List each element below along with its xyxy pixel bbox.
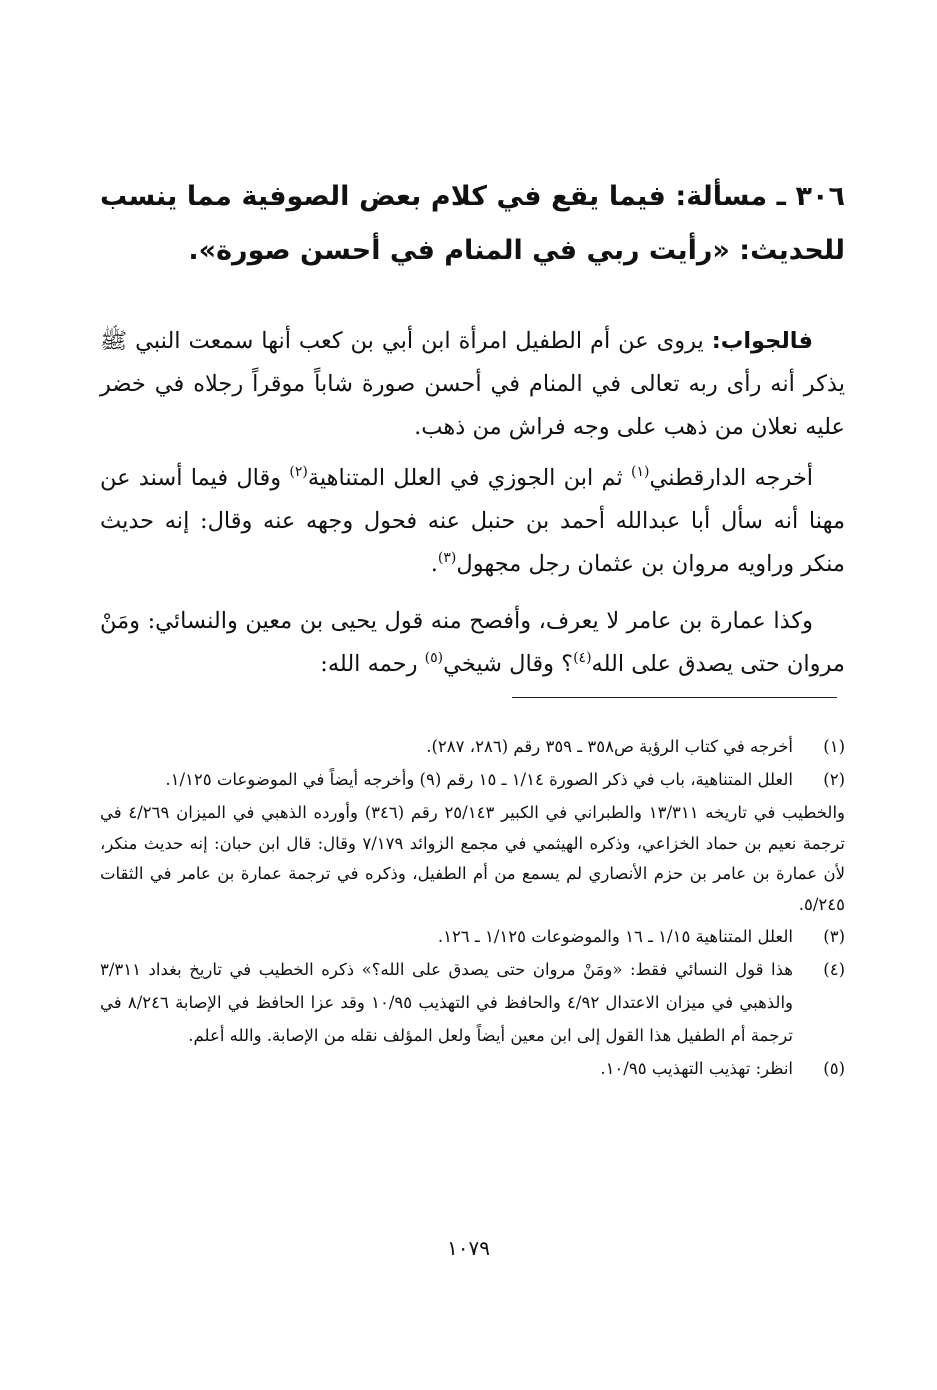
answer-text: يروى عن أم الطفيل امرأة ابن أبي بن كعب أنها سمعت النبي ﷺ يذكر أنه رأى ربه تعالى في المنام في أحسن صورة شاباً موقراً رجلاه في خضر عليه نعلان من ذهب على وجه فراش من ذهب. bbox=[100, 328, 845, 440]
footnote-separator bbox=[512, 697, 837, 698]
footnote-number: (١) bbox=[823, 737, 845, 756]
footnote-4 bbox=[100, 953, 845, 1052]
takhrij-text-1: أخرجه الدارقطني bbox=[649, 465, 813, 491]
main-text bbox=[100, 170, 845, 686]
footnote-number: (٥) bbox=[823, 1059, 845, 1078]
footnote-ref-4[interactable]: (٤) bbox=[573, 650, 592, 666]
takhrij-text-3: وقال فيما أسند عن مهنا أنه سأل أبا عبدالله أحمد بن حنبل عنه فحول وجهه عنه وقال: إنه حديث منكر وراويه مروان بن عثمان رجل مجهول bbox=[100, 465, 845, 577]
footnote-5 bbox=[100, 1052, 845, 1085]
takhrij-text-4: . bbox=[430, 551, 438, 577]
takhrij-text-2: ثم ابن الجوزي في العلل المتناهية bbox=[307, 465, 631, 491]
footnote-text: أخرجه في كتاب الرؤية ص٣٥٨ ـ ٣٥٩ رقم (٢٨٦، ٢٨٧). bbox=[426, 737, 793, 756]
footnote-text: العلل المتناهية، باب في ذكر الصورة ١/١٤ ـ ١٥ رقم (٩) وأخرجه أيضاً في الموضوعات ١/١٢٥. bbox=[165, 770, 793, 789]
footnote-continuation: والخطيب في تاريخه ١٣/٣١١ والطبراني في الكبير ٢٥/١٤٣ رقم (٣٤٦) وأورده الذهبي في الميزان ٤/٢٦٩ في ترجمة نعيم بن حماد الخزاعي، وذكره الهيثمي في مجمع الزوائد ٧/١٧٩ وقال: قال ابن حبان: إنه حديث منكر، لأن عمارة بن عامر بن حزم الأنصاري لم يسمع من أم الطفيل، وذكره في ترجمة عمارة بن عامر في الثقات ٥/٢٤٥. bbox=[100, 803, 846, 914]
footnote-text: انظر: تهذيب التهذيب ١٠/٩٥. bbox=[600, 1059, 793, 1078]
narrator-text-3: رحمه الله: bbox=[320, 651, 425, 677]
answer-lead-word: فالجواب: bbox=[711, 328, 813, 354]
footnote-text: العلل المتناهية ١/١٥ ـ ١٦ والموضوعات ١/١٢٥ ـ ١٢٦. bbox=[437, 927, 793, 946]
question-heading: ٣٠٦ ـ مسألة: فيما يقع في كلام بعض الصوفية مما ينسب للحديث: «رأيت ربي في المنام في أحسن صورة». bbox=[100, 181, 845, 266]
narrator-text-1: وكذا عمارة بن عامر لا يعرف، وأفصح منه قول يحيى بن معين والنسائي: ومَنْ مروان حتى يصدق على الله bbox=[100, 608, 845, 677]
footnote-3 bbox=[100, 920, 845, 953]
footnotes-list bbox=[100, 730, 845, 1085]
footnote-text: هذا قول النسائي فقط: «ومَنْ مروان حتى يصدق على الله؟» ذكره الخطيب في تاريخ بغداد ٣/٣١١ والذهبي في ميزان الاعتدال ٤/٩٢ والحافظ في التهذيب ١٠/٩٥ وقد عزا الحافظ في الإصابة ٨/٢٤٦ في ترجمة أم الطفيل هذا القول إلى ابن معين أيضاً ولعل المؤلف نقله من الإصابة. والله أعلم. bbox=[100, 960, 794, 1045]
footnote-1 bbox=[100, 730, 845, 763]
footnote-2 bbox=[100, 763, 845, 920]
footnote-ref-2[interactable]: (٢) bbox=[289, 464, 308, 480]
answer-paragraph bbox=[100, 320, 845, 449]
footnote-number: (٤) bbox=[823, 960, 845, 979]
page-number: ١٠٧٩ bbox=[447, 1236, 490, 1260]
footnote-number: (٣) bbox=[823, 927, 845, 946]
footnote-number: (٢) bbox=[823, 770, 845, 789]
narrator-text-2: ؟ وقال شيخي bbox=[443, 651, 574, 677]
footnote-ref-5[interactable]: (٥) bbox=[424, 650, 444, 666]
narrator-paragraph bbox=[100, 600, 845, 686]
footnote-ref-1[interactable]: (١) bbox=[630, 464, 650, 480]
footnote-ref-3[interactable]: (٣) bbox=[437, 550, 457, 566]
takhrij-paragraph bbox=[100, 457, 845, 586]
